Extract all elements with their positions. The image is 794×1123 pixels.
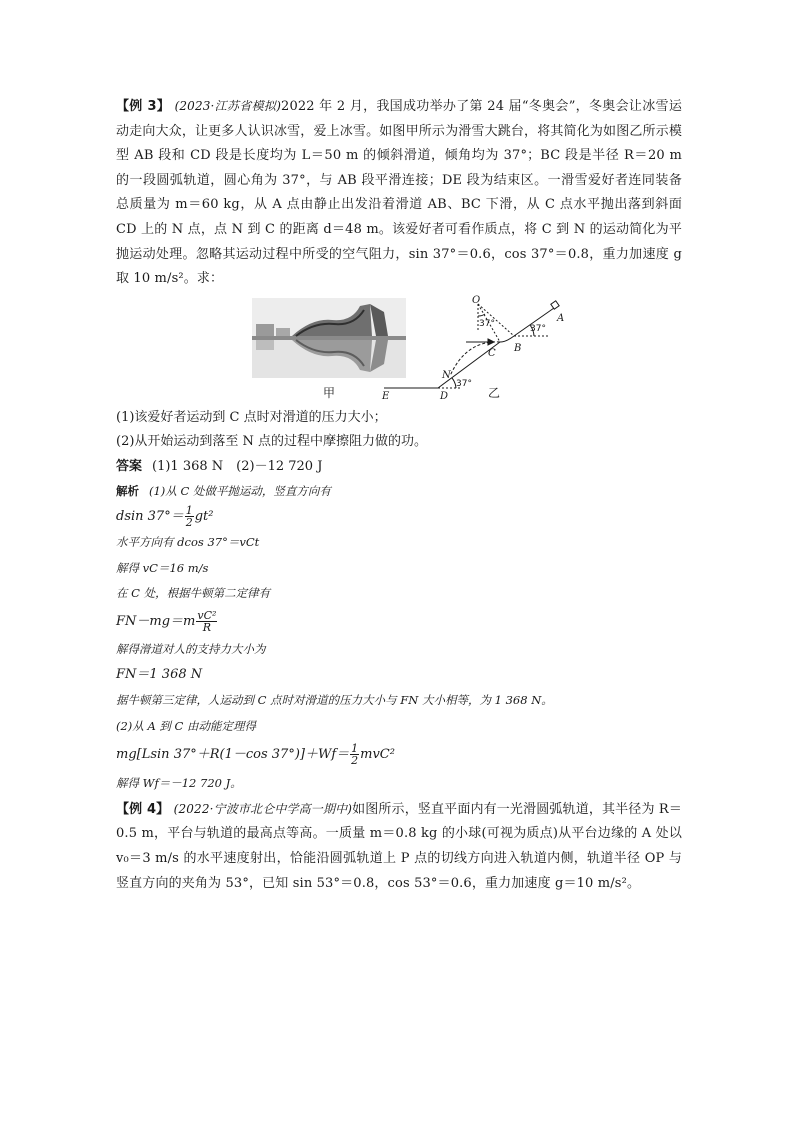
document-page <box>116 94 682 896</box>
equation-2-numerator: vC² <box>197 608 217 622</box>
example-4-tag: 【例 4】 <box>116 801 170 817</box>
analysis-step-1: (1)从 C 处做平抛运动，竖直方向有 <box>149 483 331 498</box>
answer-label: 答案 <box>116 458 143 474</box>
figure-row <box>116 294 682 400</box>
answer-text: (1)1 368 N (2)－12 720 J <box>152 458 323 474</box>
analysis-step-2: 水平方向有 dcos 37°＝vCt <box>116 535 260 550</box>
equation-4-denominator: 2 <box>351 754 359 768</box>
equation-4 <box>116 739 682 771</box>
question-2: (2)从开始运动到落至 N 点的过程中摩擦阻力做的功。 <box>116 433 428 449</box>
diagram-label-e: E <box>382 390 390 400</box>
example-3-tag: 【例 3】 <box>116 99 171 114</box>
example-3-text: 2022 年 2 月，我国成功举办了第 24 届“冬奥会”，冬奥会让冰雪运动走向大众，让更多人认识冰雪，爱上冰雪。如图甲所示为滑雪大跳台，将其简化为如图乙所示模型 AB 段和 CD 段是长度均为 L＝50 m 的倾斜滑道，倾角均为 37°；BC 段是半径 R＝20 m 的一段圆弧轨道，圆心角为 37°，与 AB 段平滑连接；DE 段为结束区。一滑雪爱好者连同装备总质量为 m＝60 kg，从 A 点由静止出发沿着滑道 AB、BC 下滑，从 C 点水平抛出落到斜面 CD 上的 N 点，点 N 到 C 的距离 d＝48 m。该爱好者可看作质点，将 C 到 N 的运动简化为平抛运动处理。忽略其运动过程中所受的空气阻力，sin 37°＝0.6，cos 37°＝0.8，重力加速度 g 取 10 m/s²。求： <box>116 99 682 287</box>
analysis-line-1 <box>116 479 682 505</box>
diagram-label-n: N <box>442 369 451 381</box>
question-1: (1)该爱好者运动到 C 点时对滑道的压力大小； <box>116 409 387 425</box>
analysis-step-8: 解得 Wf＝－12 720 J。 <box>116 776 242 791</box>
answer-line <box>116 455 682 479</box>
diagram-angle-right: 37° <box>530 323 546 334</box>
figure-caption-yi: 乙 <box>488 385 501 400</box>
example-3-source: (2023·江苏省模拟) <box>174 99 282 113</box>
equation-1-denominator: 2 <box>185 516 193 530</box>
equation-4-right: mvC² <box>360 747 395 763</box>
equation-2 <box>116 607 682 637</box>
example-4-source: (2022·宁波市北仑中学高一期中) <box>173 801 353 816</box>
diagram-label-c: C <box>488 347 496 359</box>
equation-2-left: FN－mg＝m <box>116 613 196 629</box>
equation-4-numerator: 1 <box>351 742 359 756</box>
example-4-statement <box>116 797 682 896</box>
example-4-text: 如图所示，竖直平面内有一光滑圆弧轨道，其半径为 R＝0.5 m，平台与轨道的最高点等高。一质量 m＝0.8 kg 的小球(可视为质点)从平台边缘的 A 处以 v₀＝3 m/s 的水平速度射出，恰能沿圆弧轨道上 P 点的切线方向进入轨道内侧，轨道半径 OP 与竖直方向的夹角为 53°，已知 sin 53°＝0.8，cos 53°＝0.6，重力加速度 g＝10 m/s²。 <box>116 801 682 891</box>
figure-caption-jia: 甲 <box>323 385 336 400</box>
equation-1 <box>116 504 682 530</box>
ski-jump-diagram <box>378 294 578 400</box>
analysis-label: 解析 <box>116 483 139 498</box>
diagram-label-o: O <box>472 294 481 306</box>
equation-1-left: dsin 37°＝ <box>116 509 184 525</box>
diagram-angle-top: 37° <box>479 318 495 329</box>
analysis-step-3: 解得 vC＝16 m/s <box>116 560 209 575</box>
analysis-step-4: 在 C 处，根据牛顿第二定律有 <box>116 586 271 601</box>
diagram-label-a: A <box>557 312 565 324</box>
equation-1-numerator: 1 <box>185 504 193 518</box>
analysis-step-7: (2)从 A 到 C 由动能定理得 <box>116 718 257 733</box>
equation-1-right: gt² <box>194 509 214 525</box>
equation-4-fraction <box>350 743 359 766</box>
equation-4-left: mg[Lsin 37°＋R(1－cos 37°)]＋Wf＝ <box>116 747 350 763</box>
equation-2-fraction <box>196 610 217 633</box>
analysis-step-6: 据牛顿第三定律，人运动到 C 点时对滑道的压力大小与 FN 大小相等，为 1 368 N。 <box>116 693 553 708</box>
equation-2-denominator: R <box>202 620 212 634</box>
diagram-angle-bottom: 37° <box>456 378 472 389</box>
equation-1-fraction <box>185 505 194 528</box>
diagram-label-b: B <box>514 342 522 354</box>
example-3-statement <box>116 94 682 292</box>
analysis-step-5: 解得滑道对人的支持力大小为 <box>116 641 266 656</box>
equation-3: FN＝1 368 N <box>116 667 203 683</box>
diagram-label-d: D <box>440 390 449 400</box>
